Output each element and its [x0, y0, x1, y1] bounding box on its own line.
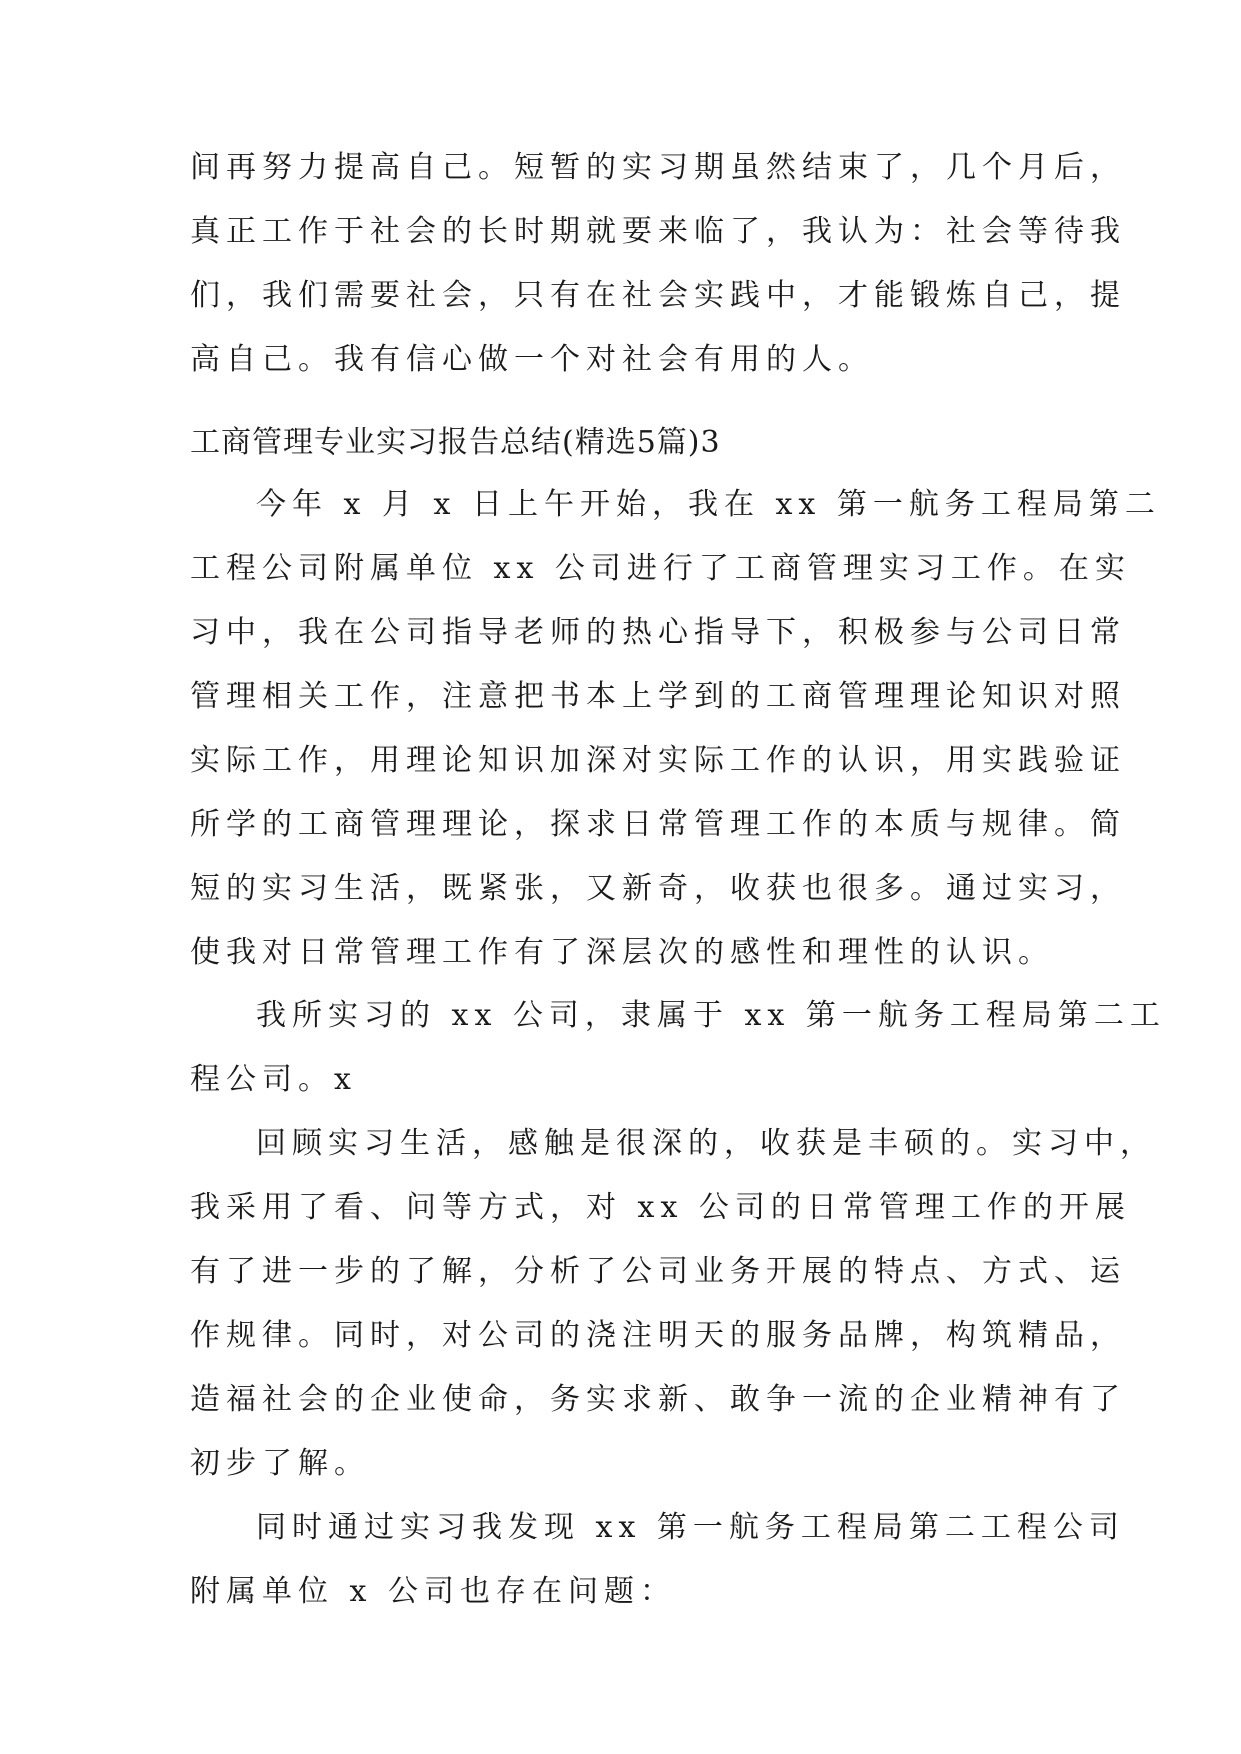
text-line: 有了进一步的了解，分析了公司业务开展的特点、方式、运: [190, 1254, 1126, 1289]
text-line: 同时通过实习我发现 xx 第一航务工程局第二工程公司: [256, 1510, 1125, 1545]
text-line: 附属单位 x 公司也存在问题：: [190, 1574, 676, 1609]
text-line: 实际工作，用理论知识加深对实际工作的认识，用实践验证: [190, 743, 1126, 778]
text-line: 习中，我在公司指导老师的热心指导下，积极参与公司日常: [190, 615, 1126, 650]
text-line: 造福社会的企业使命，务实求新、敢争一流的企业精神有了: [190, 1382, 1126, 1417]
paragraph-3: [190, 1112, 1156, 1496]
section-title: 工商管理专业实习报告总结(精选5篇)3: [190, 425, 721, 460]
paragraph-2: [190, 984, 1166, 1112]
text-line: 程公司。x: [190, 1062, 357, 1097]
text-line: 作规律。同时，对公司的浇注明天的服务品牌，构筑精品，: [190, 1318, 1126, 1353]
text-line: 我采用了看、问等方式，对 xx 公司的日常管理工作的开展: [190, 1190, 1131, 1225]
text-line: 今年 x 月 x 日上午开始，我在 xx 第一航务工程局第二: [256, 487, 1161, 522]
text-line: 短的实习生活，既紧张，又新奇，收获也很多。通过实习，: [190, 871, 1126, 906]
text-line: 初步了解。: [190, 1446, 370, 1481]
text-line: 真正工作于社会的长时期就要来临了，我认为：社会等待我: [190, 214, 1126, 249]
text-line: 我所实习的 xx 公司，隶属于 xx 第一航务工程局第二工: [256, 998, 1166, 1033]
section-heading: [190, 411, 1050, 475]
text-line: 回顾实习生活，感触是很深的，收获是丰硕的。实习中，: [256, 1126, 1156, 1161]
text-line: 间再努力提高自己。短暂的实习期虽然结束了，几个月后，: [190, 150, 1126, 185]
text-line: 管理相关工作，注意把书本上学到的工商管理理论知识对照: [190, 679, 1126, 714]
paragraph-4: [190, 1496, 1125, 1624]
text-line: 高自己。我有信心做一个对社会有用的人。: [190, 342, 874, 377]
continuation-paragraph: [190, 136, 1126, 392]
text-line: 所学的工商管理理论，探求日常管理工作的本质与规律。简: [190, 807, 1126, 842]
text-line: 们，我们需要社会，只有在社会实践中，才能锻炼自己，提: [190, 278, 1126, 313]
text-line: 使我对日常管理工作有了深层次的感性和理性的认识。: [190, 935, 1054, 970]
paragraph-1: [190, 473, 1161, 985]
text-line: 工程公司附属单位 xx 公司进行了工商管理实习工作。在实: [190, 551, 1131, 586]
